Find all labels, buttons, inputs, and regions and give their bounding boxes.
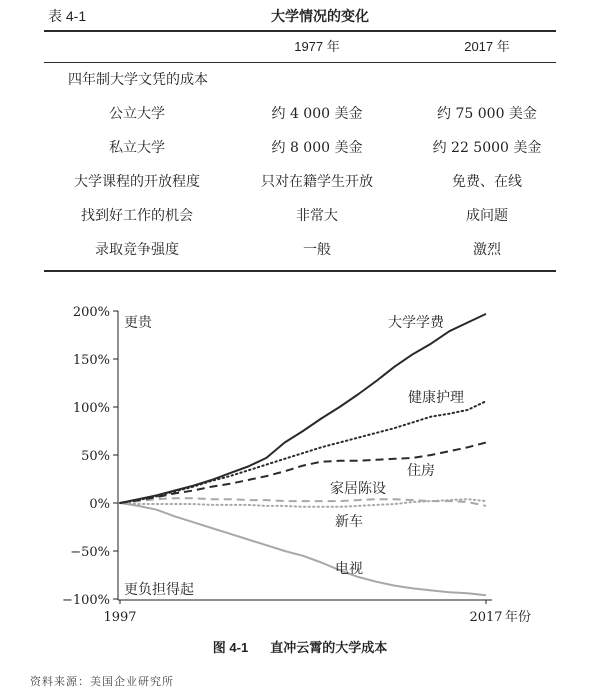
- figure-source: 资料来源：美国企业研究所: [30, 675, 174, 688]
- y-tick-label: 0%: [89, 497, 110, 512]
- row-value-2017: 免费、在线: [452, 174, 522, 190]
- series-label-tuition: 大学学费: [388, 315, 444, 331]
- figure-title: 直冲云霄的大学成本: [270, 640, 388, 655]
- table-title: 大学情况的变化: [271, 8, 369, 24]
- x-tick-label: 1997: [103, 610, 137, 625]
- table-label: 表 4-1: [48, 8, 87, 24]
- column-header-2017: 2017 年: [464, 39, 510, 54]
- column-header-1977: 1977 年: [294, 39, 340, 54]
- row-value-1977: 非常大: [296, 208, 338, 224]
- series-label-health-care: 健康护理: [408, 390, 464, 406]
- series-line-health-care: [120, 401, 486, 503]
- y-tick-label: −100%: [61, 593, 110, 608]
- y-tick-label: 100%: [72, 401, 110, 416]
- row-value-1977: 约 8 000 美金: [271, 140, 363, 156]
- y-tick-label: 50%: [81, 449, 110, 464]
- table-section-title: 四年制大学文凭的成本: [68, 72, 208, 88]
- row-item: 录取竞争强度: [95, 242, 179, 258]
- series-label-furnishings: 家居陈设: [330, 481, 386, 497]
- series-label-housing: 住房: [407, 463, 435, 479]
- annotation-more-expensive: 更贵: [124, 315, 152, 331]
- row-item: 公立大学: [109, 106, 165, 122]
- row-value-1977: 约 4 000 美金: [271, 106, 363, 122]
- y-tick-label: 150%: [72, 353, 110, 368]
- y-tick-label: 200%: [72, 305, 110, 320]
- figure-caption: [100, 637, 500, 656]
- row-value-1977: 只对在籍学生开放: [261, 174, 373, 190]
- annotation-more-affordable: 更负担得起: [124, 582, 194, 598]
- row-value-1977: 一般: [303, 242, 331, 258]
- row-value-2017: 激烈: [473, 242, 501, 258]
- y-tick-label: −50%: [70, 545, 110, 560]
- series-label-tv: 电视: [335, 561, 363, 577]
- y-ticks: [62, 305, 118, 608]
- row-item: 私立大学: [109, 140, 165, 156]
- row-item: 大学课程的开放程度: [74, 174, 200, 190]
- row-value-2017: 约 22 5000 美金: [432, 140, 542, 156]
- series-label-new-cars: 新车: [335, 514, 363, 530]
- x-axis-label: 年份: [505, 610, 532, 625]
- row-value-2017: 成问题: [466, 208, 508, 224]
- row-item: 找到好工作的机会: [81, 208, 193, 224]
- figure-label: 图 4-1: [212, 640, 249, 655]
- series-lines: [120, 314, 486, 595]
- x-tick-label: 2017: [469, 610, 503, 625]
- row-value-2017: 约 75 000 美金: [437, 106, 537, 122]
